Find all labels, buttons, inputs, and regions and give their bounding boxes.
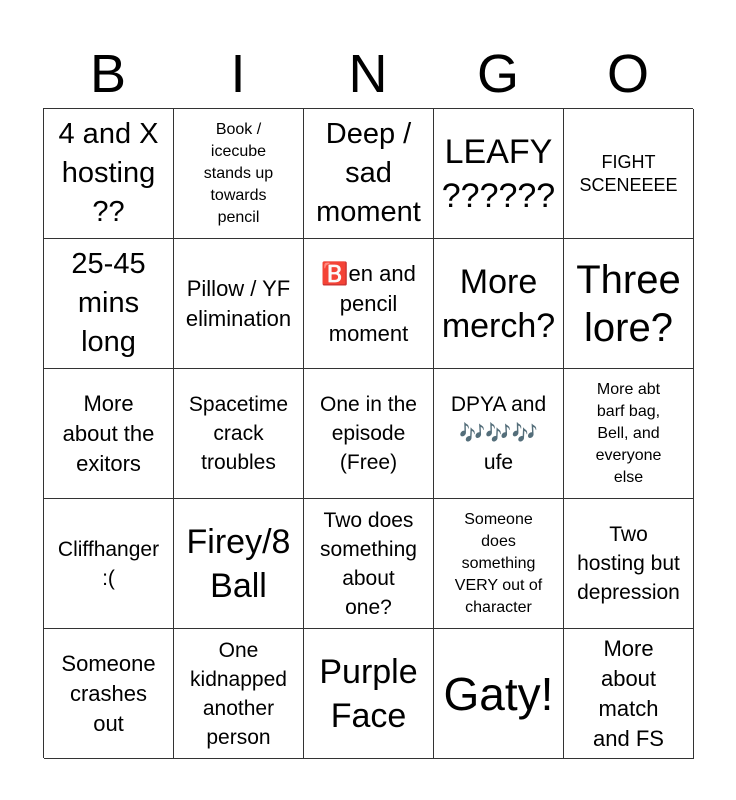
bingo-cell-4-5[interactable]	[564, 499, 694, 629]
cell-text: Book / icecube stands up towards pencil	[203, 120, 274, 226]
bingo-cell-2-4[interactable]	[434, 239, 564, 369]
header-letter-n: N	[348, 44, 388, 104]
cell-text: DPYA and 🎶🎶🎶 ufe	[450, 393, 547, 474]
cell-text: Someone does something VERY out of character	[454, 510, 543, 616]
bingo-cell-4-3[interactable]	[304, 499, 434, 629]
bingo-cell-4-4[interactable]	[434, 499, 564, 629]
cell-text: Spacetime crack troubles	[188, 393, 289, 474]
cell-text: More abt barf bag, Bell, and everyone else	[595, 380, 662, 486]
cell-text: More about the exitors	[62, 390, 155, 476]
bingo-cell-2-3[interactable]	[304, 239, 434, 369]
cell-text: Cliffhanger :(	[57, 537, 160, 590]
cell-text: One in the episode (Free)	[320, 393, 417, 474]
bingo-cell-1-2[interactable]	[174, 109, 304, 239]
bingo-cell-5-1[interactable]	[44, 629, 174, 759]
header-letter-g: G	[476, 44, 519, 104]
bingo-header	[43, 40, 693, 108]
cell-text: Pillow / YF elimination	[185, 275, 292, 331]
cell-text: More about match and FS	[593, 635, 664, 751]
cell-text: Gaty!	[443, 667, 554, 720]
cell-text: 25-45 mins long	[71, 248, 146, 358]
bingo-cell-1-5[interactable]	[564, 109, 694, 239]
cell-text: LEAFY ??????	[441, 132, 556, 215]
header-letter-o: O	[606, 44, 649, 104]
bingo-cell-2-2[interactable]	[174, 239, 304, 369]
bingo-cell-1-1[interactable]	[44, 109, 174, 239]
bingo-cell-2-1[interactable]	[44, 239, 174, 369]
bingo-cell-4-2[interactable]	[174, 499, 304, 629]
cell-text: Two hosting but depression	[577, 523, 680, 604]
cell-text: Two does something about one?	[320, 508, 417, 619]
bingo-cell-5-4[interactable]	[434, 629, 564, 759]
cell-text: One kidnapped another person	[190, 638, 287, 749]
cell-text: Someone crashes out	[61, 650, 156, 736]
bingo-cell-4-1[interactable]	[44, 499, 174, 629]
cell-text: More merch?	[441, 262, 556, 345]
header-letter-b: B	[89, 44, 127, 104]
cell-text: 🅱️en and pencil moment	[321, 260, 416, 346]
cell-text: Firey/8 Ball	[186, 522, 291, 605]
bingo-grid	[43, 108, 693, 758]
bingo-cell-3-5[interactable]	[564, 369, 694, 499]
cell-text: FIGHT SCENEEEE	[579, 151, 678, 195]
bingo-cell-3-1[interactable]	[44, 369, 174, 499]
bingo-cell-2-5[interactable]	[564, 239, 694, 369]
cell-text: Three lore?	[576, 257, 681, 350]
cell-text: Purple Face	[319, 652, 418, 735]
bingo-cell-3-3[interactable]	[304, 369, 434, 499]
cell-text: 4 and X hosting ??	[58, 118, 159, 228]
cell-text: Deep / sad moment	[316, 118, 421, 228]
bingo-cell-1-3[interactable]	[304, 109, 434, 239]
bingo-cell-5-2[interactable]	[174, 629, 304, 759]
bingo-cell-3-4[interactable]	[434, 369, 564, 499]
bingo-cell-1-4[interactable]	[434, 109, 564, 239]
bingo-cell-5-5[interactable]	[564, 629, 694, 759]
header-letter-i: I	[230, 44, 246, 104]
bingo-cell-5-3[interactable]	[304, 629, 434, 759]
bingo-cell-3-2[interactable]	[174, 369, 304, 499]
